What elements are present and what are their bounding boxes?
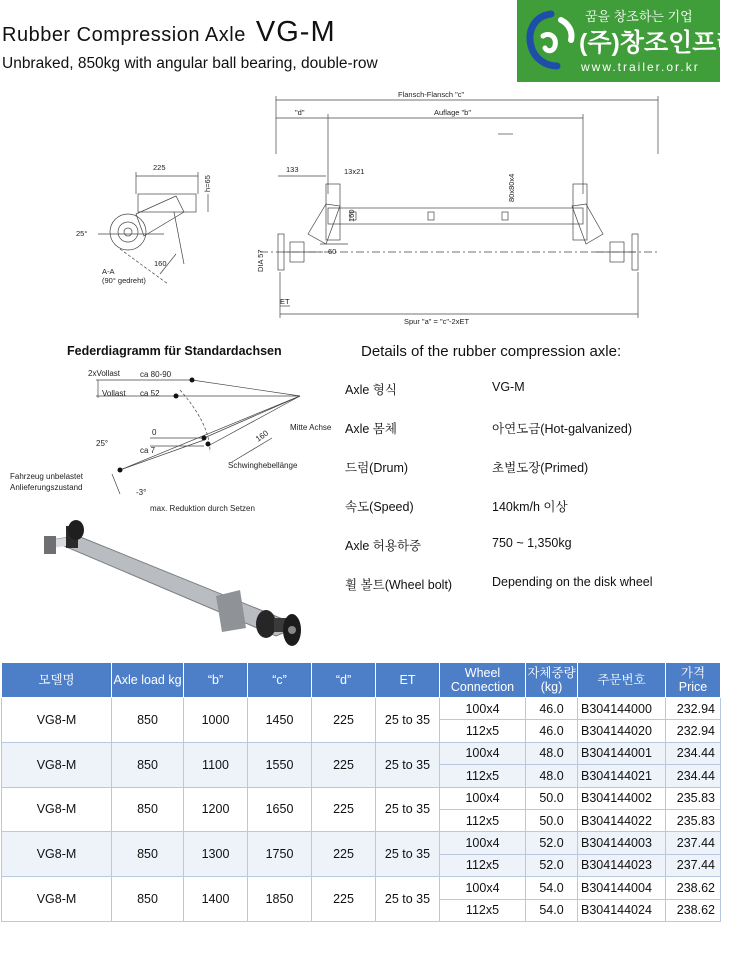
- label-anlieferung: Anlieferungszustand: [10, 483, 83, 492]
- header-load: Axle load kg: [112, 663, 184, 698]
- detail-value: 750 ~ 1,350kg: [492, 536, 572, 550]
- cell-price: 238.62: [666, 877, 721, 899]
- cell-price: 232.94: [666, 720, 721, 742]
- cell-order: B304144020: [578, 720, 666, 742]
- logo-slogan: 꿈을 창조하는 기업: [585, 9, 693, 24]
- detail-label: 드럼(Drum): [345, 461, 409, 475]
- table-row: [2, 787, 721, 809]
- dim-133: 133: [286, 165, 299, 174]
- label-160: 160: [253, 428, 271, 444]
- cell-et: 25 to 35: [376, 877, 440, 922]
- dim-et: ET: [280, 297, 290, 306]
- cell-weight: 50.0: [526, 809, 578, 831]
- cell-et: 25 to 35: [376, 787, 440, 832]
- label-2xvollast: 2xVollast: [88, 369, 121, 378]
- cell-order: B304144004: [578, 877, 666, 899]
- section-gedreht: (90° gedreht): [102, 276, 146, 285]
- cell-weight: 54.0: [526, 877, 578, 899]
- detail-row: [345, 458, 720, 478]
- cell-load: 850: [112, 698, 184, 743]
- cell-b: 1200: [184, 787, 248, 832]
- cell-model: VG8-M: [2, 832, 112, 877]
- dim-160: 160: [347, 209, 356, 222]
- detail-row: [345, 536, 720, 556]
- header-model: 모델명: [2, 663, 112, 698]
- cell-b: 1000: [184, 698, 248, 743]
- detail-value: 초벌도장(Primed): [492, 461, 589, 475]
- cell-load: 850: [112, 787, 184, 832]
- logo-mark-icon: [521, 6, 581, 76]
- cell-b: 1100: [184, 742, 248, 787]
- label-reduktion: max. Reduktion durch Setzen: [150, 504, 255, 513]
- cell-model: VG8-M: [2, 742, 112, 787]
- page-subtitle: Unbraked, 850kg with angular ball bearing, double-row: [2, 55, 378, 72]
- dim-flansch: Flansch-Flansch "c": [398, 90, 465, 99]
- cell-price: 235.83: [666, 787, 721, 809]
- cell-wheel: 112x5: [440, 854, 526, 876]
- details-title: Details of the rubber compression axle:: [361, 343, 622, 360]
- cell-weight: 46.0: [526, 720, 578, 742]
- dim-225: 225: [153, 163, 166, 172]
- cell-load: 850: [112, 832, 184, 877]
- cell-et: 25 to 35: [376, 832, 440, 877]
- header-d: “d”: [312, 663, 376, 698]
- spring-diagram-title: Federdiagramm für Standardachsen: [67, 344, 282, 358]
- label-ca8090: ca 80-90: [140, 370, 172, 379]
- technical-drawing: [58, 84, 720, 330]
- cell-d: 225: [312, 698, 376, 743]
- header-weight: 자체중량 (kg): [526, 663, 578, 698]
- cell-price: 234.44: [666, 765, 721, 787]
- cell-wheel: 100x4: [440, 832, 526, 854]
- cell-model: VG8-M: [2, 877, 112, 922]
- cell-c: 1850: [248, 877, 312, 922]
- cell-wheel: 100x4: [440, 742, 526, 764]
- header-et: ET: [376, 663, 440, 698]
- logo-company: (주)창조인프라: [579, 29, 741, 57]
- cell-order: B304144002: [578, 787, 666, 809]
- table-row: [2, 698, 721, 720]
- axle-photo: [30, 518, 340, 658]
- cell-et: 25 to 35: [376, 698, 440, 743]
- cell-c: 1450: [248, 698, 312, 743]
- cell-order: B304144003: [578, 832, 666, 854]
- cell-wheel: 112x5: [440, 765, 526, 787]
- cell-price: 234.44: [666, 742, 721, 764]
- table-header-row: [2, 663, 721, 698]
- detail-label: 속도(Speed): [345, 500, 414, 514]
- cell-price: 238.62: [666, 899, 721, 921]
- cell-weight: 52.0: [526, 854, 578, 876]
- cell-weight: 54.0: [526, 899, 578, 921]
- cell-c: 1750: [248, 832, 312, 877]
- cell-weight: 46.0: [526, 698, 578, 720]
- label-ca52: ca 52: [140, 389, 160, 398]
- cell-price: 235.83: [666, 809, 721, 831]
- cell-d: 225: [312, 742, 376, 787]
- cell-order: B304144001: [578, 742, 666, 764]
- cell-c: 1550: [248, 742, 312, 787]
- spec-table: [1, 662, 721, 922]
- header-c: “c”: [248, 663, 312, 698]
- company-logo: [517, 0, 741, 82]
- angle-25: 25°: [76, 229, 88, 238]
- spec-table-body: [2, 698, 721, 922]
- cell-order: B304144024: [578, 899, 666, 921]
- cell-price: 232.94: [666, 698, 721, 720]
- cell-model: VG8-M: [2, 787, 112, 832]
- dim-d: "d": [295, 108, 305, 117]
- page-title: [2, 16, 336, 49]
- table-row: [2, 742, 721, 764]
- cell-wheel: 112x5: [440, 899, 526, 921]
- detail-label: Axle 허용하중: [345, 539, 422, 553]
- dim-h65: h=65: [203, 175, 212, 192]
- detail-value: 140km/h 이상: [492, 500, 568, 514]
- cell-weight: 50.0: [526, 787, 578, 809]
- detail-value: Depending on the disk wheel: [492, 575, 653, 589]
- cell-weight: 48.0: [526, 742, 578, 764]
- title-model: VG-M: [255, 16, 336, 48]
- label-angle-25: 25°: [96, 439, 109, 448]
- logo-url: www.trailer.or.kr: [581, 60, 700, 74]
- detail-row: [345, 575, 720, 595]
- cell-order: B304144022: [578, 809, 666, 831]
- label-schwinge: Schwinghebellänge: [228, 461, 298, 470]
- cell-wheel: 100x4: [440, 787, 526, 809]
- header-order: 주문번호: [578, 663, 666, 698]
- dim-dia57: DIA 57: [256, 249, 265, 272]
- spring-diagram: [0, 334, 345, 518]
- dim-80x80x4: 80x80x4: [507, 173, 516, 202]
- dim-auflage: Auflage "b": [434, 108, 472, 117]
- detail-label: Axle 몸체: [345, 422, 397, 436]
- dim-60: 60: [328, 247, 337, 256]
- detail-value: 아연도금(Hot-galvanized): [492, 422, 633, 436]
- cell-price: 237.44: [666, 854, 721, 876]
- title-prefix: Rubber Compression Axle: [2, 24, 246, 46]
- cell-weight: 48.0: [526, 765, 578, 787]
- header-wheel: Wheel Connection: [440, 663, 526, 698]
- header-b: “b”: [184, 663, 248, 698]
- cell-b: 1400: [184, 877, 248, 922]
- label-unbelastet: Fahrzeug unbelastet: [10, 472, 83, 481]
- header-price: 가격 Price: [666, 663, 721, 698]
- cell-load: 850: [112, 742, 184, 787]
- detail-label: Axle 형식: [345, 383, 397, 397]
- detail-label: 휠 볼트(Wheel bolt): [345, 578, 453, 592]
- detail-row: [345, 380, 720, 400]
- cell-order: B304144023: [578, 854, 666, 876]
- cell-wheel: 112x5: [440, 809, 526, 831]
- table-row: [2, 877, 721, 899]
- detail-row: [345, 419, 720, 439]
- cell-load: 850: [112, 877, 184, 922]
- label-zero: 0: [152, 428, 157, 437]
- cell-model: VG8-M: [2, 698, 112, 743]
- cell-wheel: 100x4: [440, 698, 526, 720]
- dim-spur: Spur "a" = "c"-2xET: [404, 317, 470, 326]
- label-vollast: Vollast: [102, 389, 126, 398]
- cell-b: 1300: [184, 832, 248, 877]
- cell-d: 225: [312, 877, 376, 922]
- cell-c: 1650: [248, 787, 312, 832]
- cell-price: 237.44: [666, 832, 721, 854]
- label-ca7: ca 7: [140, 446, 156, 455]
- dim-160-left: 160: [154, 259, 167, 268]
- cell-et: 25 to 35: [376, 742, 440, 787]
- cell-wheel: 100x4: [440, 877, 526, 899]
- cell-weight: 52.0: [526, 832, 578, 854]
- detail-value: VG-M: [492, 380, 525, 394]
- dim-13x21: 13x21: [344, 167, 365, 176]
- cell-wheel: 112x5: [440, 720, 526, 742]
- cell-order: B304144000: [578, 698, 666, 720]
- label-mitte-achse: Mitte Achse: [290, 423, 332, 432]
- section-aa: A-A: [102, 267, 115, 276]
- cell-order: B304144021: [578, 765, 666, 787]
- table-row: [2, 832, 721, 854]
- label-minus3: -3°: [136, 488, 147, 497]
- cell-d: 225: [312, 832, 376, 877]
- cell-d: 225: [312, 787, 376, 832]
- detail-row: [345, 497, 720, 517]
